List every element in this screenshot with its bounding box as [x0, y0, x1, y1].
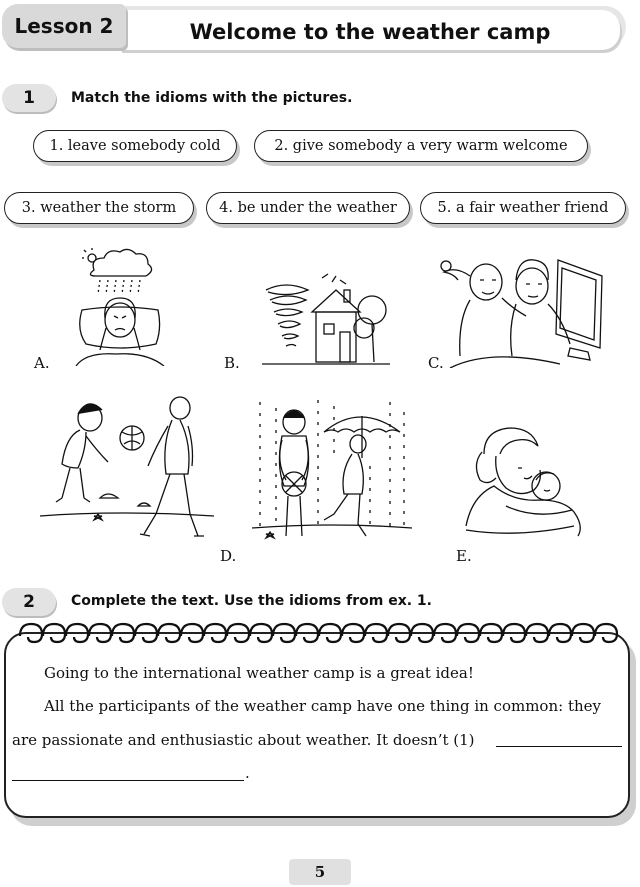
- text-line-3: are passionate and enthusiastic about weather. It doesn’t (1): [12, 731, 475, 749]
- picture-d-label: D.: [220, 547, 237, 565]
- text-line-1: Going to the international weather camp is a great idea!: [44, 664, 474, 682]
- picture-c-friends-at-computer: [440, 252, 606, 368]
- picture-b-label: B.: [224, 354, 240, 372]
- idiom-5: 5. a fair weather friend: [420, 192, 626, 224]
- notebook-spiral-binding: [18, 622, 618, 650]
- picture-a-label: A.: [34, 354, 50, 372]
- exercise-1-number: 1: [2, 84, 56, 112]
- picture-e-warm-hug: [462, 426, 586, 538]
- answer-blank-1b[interactable]: [12, 780, 244, 781]
- picture-b-tornado-house: [262, 272, 390, 368]
- page-number: 5: [289, 859, 351, 885]
- exercise-2-number: 2: [2, 588, 56, 616]
- page-title: Welcome to the weather camp: [189, 20, 551, 44]
- picture-a-sick-in-bed: [74, 248, 166, 366]
- idiom-4: 4. be under the weather: [206, 192, 410, 224]
- notebook-text-box: [4, 632, 630, 818]
- picture-d-rain-umbrella: [252, 396, 412, 544]
- picture-c-label: C.: [428, 354, 444, 372]
- exercise-1-instruction: Match the idioms with the pictures.: [71, 90, 353, 106]
- text-line-2: All the participants of the weather camp have one thing in common: they: [44, 697, 601, 715]
- picture-d-kids-volleyball: [40, 396, 214, 544]
- idiom-3: 3. weather the storm: [4, 192, 194, 224]
- text-line-4-period: .: [245, 764, 250, 782]
- answer-blank-1a[interactable]: [496, 746, 622, 747]
- exercise-2-instruction: Complete the text. Use the idioms from ex. 1.: [71, 593, 432, 609]
- idiom-2: 2. give somebody a very warm welcome: [254, 130, 588, 162]
- picture-e-label: E.: [456, 547, 472, 565]
- idiom-1: 1. leave somebody cold: [33, 130, 237, 162]
- lesson-label: Lesson 2: [2, 4, 126, 48]
